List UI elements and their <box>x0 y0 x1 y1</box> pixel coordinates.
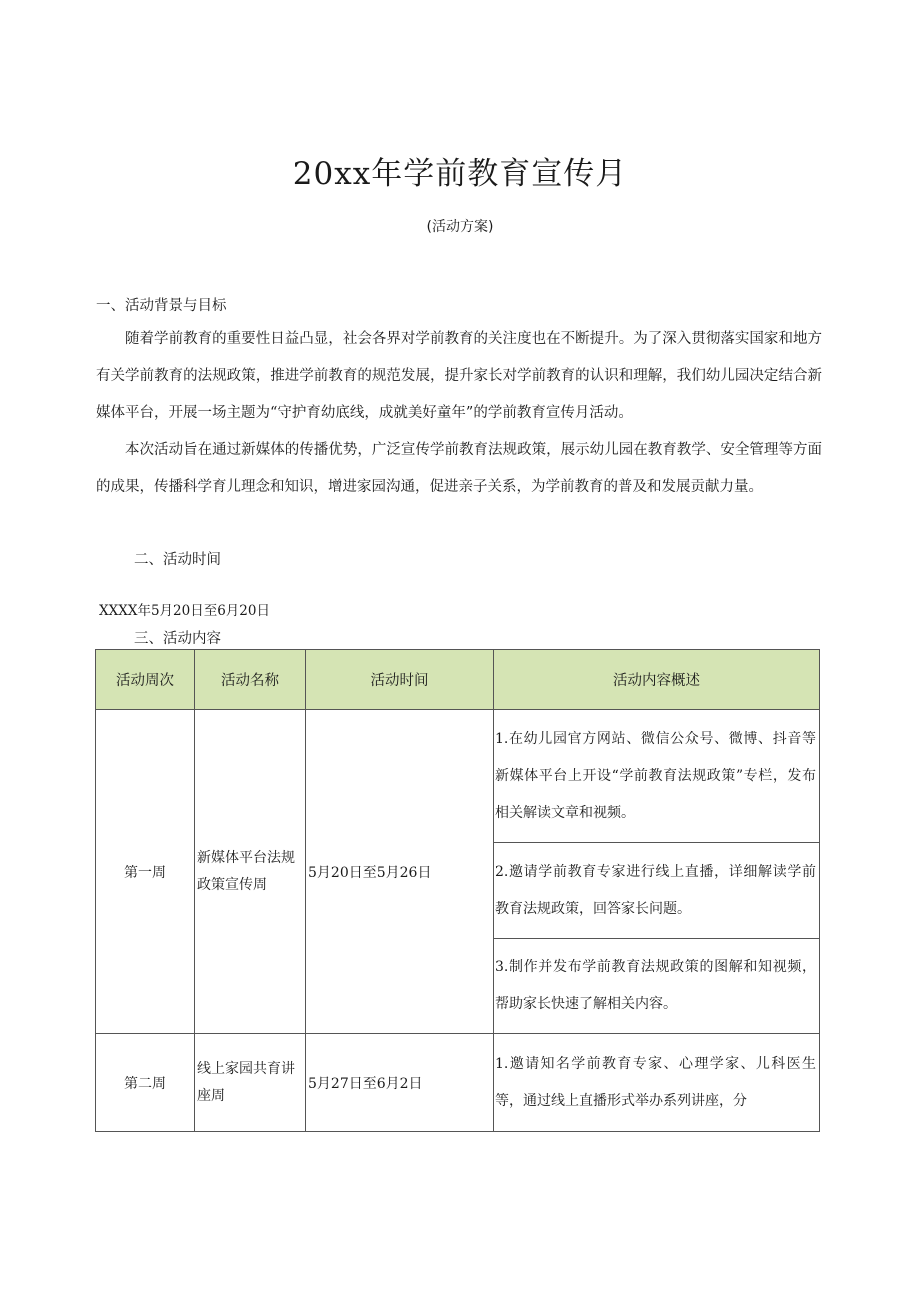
header-name: 活动名称 <box>195 650 306 710</box>
activity-table <box>95 649 820 1132</box>
week-2-name: 线上家园共育讲座周 <box>195 1034 306 1132</box>
document-title: 20xx年学前教育宣传月 <box>292 156 628 192</box>
background-paragraph-1: 随着学前教育的重要性日益凸显，社会各界对学前教育的关注度也在不断提升。为了深入贯彻落实国家和地方有关学前教育的法规政策，推进学前教育的规范发展，提升家长对学前教育的认识和理解，我们幼儿园决定结合新媒体平台，开展一场主题为“守护育幼底线，成就美好童年”的学前教育宣传月活动。 <box>96 331 822 421</box>
header-time: 活动时间 <box>306 650 494 710</box>
week-1-item-3: 3.制作并发布学前教育法规政策的图解和知视频，帮助家长快速了解相关内容。 <box>494 939 820 1034</box>
header-description: 活动内容概述 <box>494 650 820 710</box>
section-heading-content: 三、活动内容 <box>134 631 221 647</box>
week-1-item-2: 2.邀请学前教育专家进行线上直播，详细解读学前教育法规政策，回答家长问题。 <box>494 843 820 939</box>
week-1-item-1: 1.在幼儿园官方网站、微信公众号、微博、抖音等新媒体平台上开设“学前教育法规政策”专栏，发布相关解读文章和视频。 <box>494 710 820 843</box>
document-subtitle: (活动方案) <box>426 219 494 235</box>
week-1-time: 5月20日至5月26日 <box>306 710 494 1034</box>
table-header-row <box>96 650 820 710</box>
background-paragraph-2: 本次活动旨在通过新媒体的传播优势，广泛宣传学前教育法规政策，展示幼儿园在教育教学、安全管理等方面的成果，传播科学育儿理念和知识，增进家园沟通，促进亲子关系，为学前教育的普及和发展贡献力量。 <box>96 442 822 495</box>
activity-date-range: XXXX年5月20日至6月20日 <box>99 603 270 619</box>
section-heading-time: 二、活动时间 <box>134 552 221 568</box>
week-1-name: 新媒体平台法规政策宣传周 <box>195 710 306 1034</box>
week-2-cell: 第二周 <box>96 1034 195 1132</box>
section-heading-background: 一、活动背景与目标 <box>96 298 227 314</box>
week-1-cell: 第一周 <box>96 710 195 1034</box>
header-week: 活动周次 <box>96 650 195 710</box>
table-row <box>96 710 820 843</box>
table-row <box>96 1034 820 1132</box>
week-2-item-1: 1.邀请知名学前教育专家、心理学家、儿科医生等，通过线上直播形式举办系列讲座，分 <box>494 1034 820 1132</box>
week-2-time: 5月27日至6月2日 <box>306 1034 494 1132</box>
